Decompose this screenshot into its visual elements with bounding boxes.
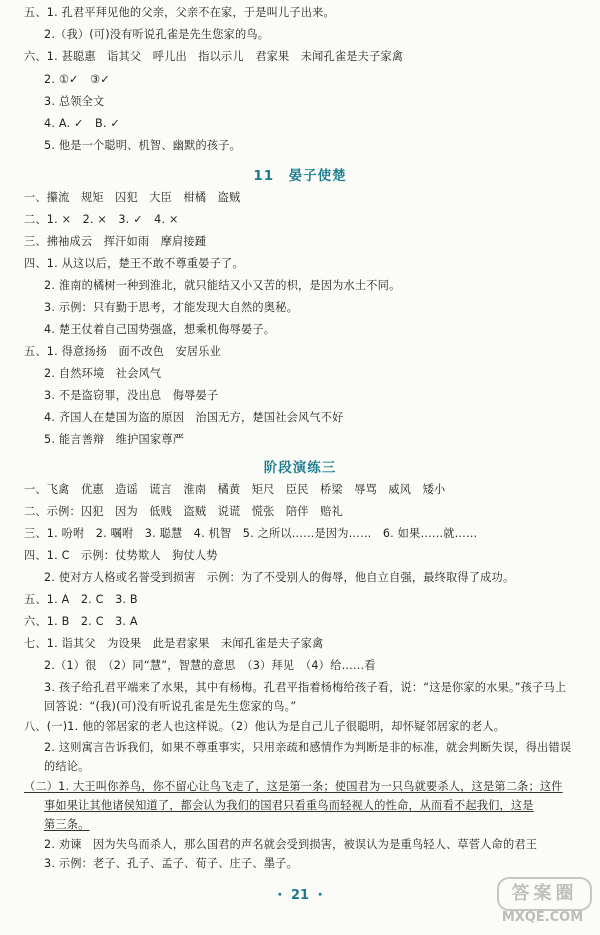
section-title: 阶段演练三: [263, 460, 337, 476]
watermark: [495, 877, 590, 929]
watermark-logo: 答案圈: [497, 877, 592, 911]
text-line: 六、1. B 2. C 3. A: [24, 615, 138, 628]
text-line: 四、1. C 示例：仗势欺人 狗仗人势: [24, 549, 218, 562]
text-line: 三、拂袖成云 挥汗如雨 摩肩接踵: [24, 235, 207, 248]
text-line: 事如果让其他诸侯知道了，都会认为我们的国君只看重鸟而轻视人的性命，从而看不起我们，这是: [44, 799, 534, 812]
text-line: 四、1. 从这以后，楚王不敢不尊重晏子了。: [24, 257, 244, 270]
text-line: 一、攥流 规矩 囚犯 大臣 柑橘 盗贼: [24, 191, 241, 204]
text-line: 第三条。: [44, 818, 90, 831]
text-line: 3. 示例：老子、孔子、孟子、荀子、庄子、墨子。: [44, 857, 298, 870]
text-line: 五、1. 孔君平拜见他的父亲，父亲不在家，于是叫儿子出来。: [24, 6, 335, 19]
text-line: 4. 齐国人在楚国为盗的原因 治国无方，楚国社会风气不好: [44, 411, 344, 424]
text-line: 2. 自然环境 社会风气: [44, 367, 162, 380]
text-line: 二、1. × 2. × 3. ✓ 4. ×: [24, 213, 179, 226]
text-line: 3. 不是盗窃罪，没出息 侮辱晏子: [44, 389, 219, 402]
text-line: 2.（1）很 （2）同“慧”，智慧的意思 （3）拜见 （4）给……看: [44, 659, 376, 672]
text-line: 七、1. 诣其父 为设果 此是君家果 未闻孔雀是夫子家禽: [24, 637, 324, 650]
text-line: 八、(一)1. 他的邻居家的老人也这样说。（2）他认为是自己儿子很聪明，却怀疑邻居家的老人。: [24, 720, 506, 733]
text-line: 回答说：“(我)(可)没有听说孔雀是先生您家的鸟。”: [44, 700, 297, 713]
text-line: 2.（我）(可)没有听说孔雀是先生您家的鸟。: [44, 28, 270, 41]
text-line: 六、1. 甚聪惠 诣其父 呼儿出 指以示儿 君家果 未闻孔雀是夫子家禽: [24, 50, 404, 63]
text-line: （二）1. 大王叫你养鸟，你不留心让鸟飞走了，这是第一条；使国君为一只鸟就要杀人，这是第二条；这件: [24, 780, 563, 793]
text-line: 3. 示例：只有勤于思考，才能发现大自然的奥秘。: [44, 301, 298, 314]
text-line: 3. 孩子给孔君平端来了水果，其中有杨梅。孔君平指着杨梅给孩子看，说：“这是你家的水果。”孩子马上: [44, 681, 567, 694]
text-line: 二、示例：囚犯 因为 低贱 盗贼 说谎 慌张 陪伴 赔礼: [24, 505, 343, 518]
text-line: 5. 能言善辩 维护国家尊严: [44, 433, 185, 446]
text-line: 4. A. ✓ B. ✓: [44, 117, 120, 130]
text-line: 3. 总领全文: [44, 95, 105, 108]
text-line: 2. 劝谏 因为失鸟而杀人，那么国君的声名就会受到损害，被误认为是重鸟轻人、草菅人命的君王: [44, 838, 538, 851]
text-line: 2. ①✓ ③✓: [44, 73, 110, 86]
text-line: 2. 这则寓言告诉我们，如果不尊重事实，只用亲疏和感情作为判断是非的标准，就会判断失误，得出错误: [44, 741, 572, 754]
text-line: 4. 楚王仗着自己国势强盛，想乘机侮辱晏子。: [44, 323, 276, 336]
text-line: 五、1. A 2. C 3. B: [24, 593, 138, 606]
text-line: 一、飞禽 优惠 造谣 谎言 淮南 橘黄 矩尺 臣民 桥梁 辱骂 威风 矮小: [24, 483, 446, 496]
text-line: 三、1. 吩咐 2. 嘱咐 3. 聪慧 4. 机智 5. 之所以……是因为…… 6. 如果……就……: [24, 527, 478, 540]
text-line: 2. 淮南的橘树一种到淮北，就只能结又小又苦的枳，是因为水土不同。: [44, 279, 401, 292]
page-number: ・ 21 ・: [273, 888, 327, 903]
section-title: 11 晏子使楚: [253, 168, 347, 184]
text-line: 5. 他是一个聪明、机智、幽默的孩子。: [44, 139, 242, 152]
text-line: 五、1. 得意扬扬 面不改色 安居乐业: [24, 345, 222, 358]
text-line: 的结论。: [44, 760, 90, 773]
text-line: 2. 使对方人格或名誉受到损害 示例：为了不受别人的侮辱，他自立自强，最终取得了成功。: [44, 571, 515, 584]
watermark-url: MXQE.COM: [501, 910, 584, 925]
